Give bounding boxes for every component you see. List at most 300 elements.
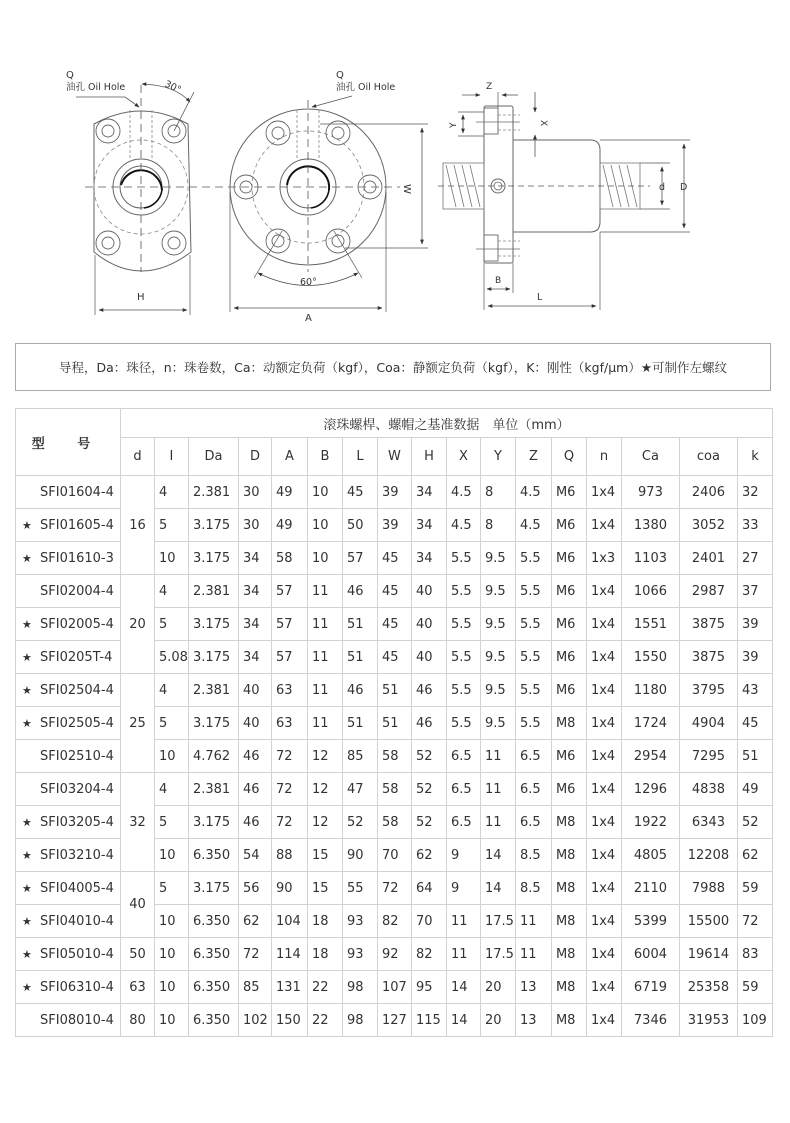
- cell-z: 6.5: [515, 740, 551, 773]
- cell-w: 45: [377, 641, 411, 674]
- dim-w-label: W: [401, 184, 412, 194]
- cell-ca: 1550: [621, 641, 679, 674]
- cell-i: 10: [155, 938, 189, 971]
- cell-z: 6.5: [515, 773, 551, 806]
- left-thread-star-icon: ★: [22, 815, 32, 829]
- cell-coa: 2987: [679, 575, 737, 608]
- model-number: SFI04005-4: [40, 880, 114, 896]
- model-number: SFI01604-4: [40, 484, 114, 500]
- cell-h: 34: [411, 476, 446, 509]
- cell-x: 5.5: [446, 641, 480, 674]
- cell-a: 63: [271, 707, 307, 740]
- cell-y: 14: [480, 839, 515, 872]
- cell-da: 2.381: [188, 773, 238, 806]
- cell-coa: 2401: [679, 542, 737, 575]
- column-header-i: I: [155, 438, 189, 476]
- model-cell: [16, 641, 121, 674]
- cell-q: M8: [551, 707, 586, 740]
- cell-y: 20: [480, 971, 515, 1004]
- model-number: SFI0205T-4: [40, 649, 113, 665]
- model-number: SFI08010-4: [40, 1012, 114, 1028]
- cell-d: 40: [238, 674, 271, 707]
- model-number: SFI02504-4: [40, 682, 114, 698]
- cell-y: 9.5: [480, 641, 515, 674]
- cell-k: 32: [737, 476, 772, 509]
- cell-d: 30: [238, 476, 271, 509]
- dim-a-label: A: [305, 313, 312, 324]
- oil-hole-label-center: 油孔 Oil Hole: [336, 82, 396, 93]
- cell-w: 58: [377, 740, 411, 773]
- cell-i: 10: [155, 1004, 189, 1037]
- cell-coa: 7295: [679, 740, 737, 773]
- cell-da: 2.381: [188, 476, 238, 509]
- cell-ca: 7346: [621, 1004, 679, 1037]
- cell-q: M6: [551, 509, 586, 542]
- dim-z-label: Z: [486, 82, 493, 92]
- cell-x: 11: [446, 938, 480, 971]
- cell-q: M8: [551, 806, 586, 839]
- cell-k: 49: [737, 773, 772, 806]
- cell-i: 4: [155, 575, 189, 608]
- cell-z: 5.5: [515, 641, 551, 674]
- cell-a: 114: [271, 938, 307, 971]
- cell-d: 34: [238, 542, 271, 575]
- column-header-ca: Ca: [621, 438, 679, 476]
- cell-h: 40: [411, 608, 446, 641]
- model-number: SFI02510-4: [40, 748, 114, 764]
- cell-k: 62: [737, 839, 772, 872]
- column-header-n: n: [586, 438, 621, 476]
- cell-q: M6: [551, 641, 586, 674]
- cell-z: 5.5: [515, 542, 551, 575]
- cell-i: 5: [155, 509, 189, 542]
- cell-b: 11: [307, 575, 342, 608]
- cell-w: 45: [377, 542, 411, 575]
- cell-l: 47: [342, 773, 377, 806]
- cell-h: 34: [411, 542, 446, 575]
- cell-l: 51: [342, 608, 377, 641]
- cell-a: 57: [271, 575, 307, 608]
- cell-i: 10: [155, 542, 189, 575]
- cell-l: 90: [342, 839, 377, 872]
- abbreviation-legend: [15, 343, 771, 391]
- cell-da: 4.762: [188, 740, 238, 773]
- left-thread-star-icon: ★: [22, 617, 32, 631]
- cell-q: M8: [551, 938, 586, 971]
- column-header-h: H: [411, 438, 446, 476]
- cell-h: 40: [411, 641, 446, 674]
- cell-i: 10: [155, 839, 189, 872]
- cell-coa: 3875: [679, 641, 737, 674]
- cell-x: 5.5: [446, 608, 480, 641]
- cell-x: 4.5: [446, 509, 480, 542]
- cell-q: M6: [551, 773, 586, 806]
- model-number: SFI05010-4: [40, 946, 114, 962]
- table-row: [16, 575, 773, 608]
- cell-n: 1x4: [586, 608, 621, 641]
- cell-a: 49: [271, 509, 307, 542]
- cell-n: 1x4: [586, 872, 621, 905]
- table-row: [16, 674, 773, 707]
- cell-h: 40: [411, 575, 446, 608]
- cell-y: 9.5: [480, 542, 515, 575]
- model-cell: [16, 608, 121, 641]
- cell-n: 1x4: [586, 476, 621, 509]
- column-header-l: L: [342, 438, 377, 476]
- cell-n: 1x4: [586, 509, 621, 542]
- cell-da: 2.381: [188, 575, 238, 608]
- shaft-diameter-cell: 50: [121, 938, 155, 971]
- model-cell: [16, 509, 121, 542]
- cell-b: 18: [307, 938, 342, 971]
- side-view: [438, 82, 690, 310]
- cell-b: 11: [307, 608, 342, 641]
- shaft-diameter-cell: 16: [121, 476, 155, 575]
- cell-z: 5.5: [515, 707, 551, 740]
- cell-k: 59: [737, 971, 772, 1004]
- cell-l: 55: [342, 872, 377, 905]
- cell-da: 2.381: [188, 674, 238, 707]
- model-number: SFI03205-4: [40, 814, 114, 830]
- model-number: SFI02005-4: [40, 616, 114, 632]
- cell-n: 1x4: [586, 806, 621, 839]
- cell-da: 3.175: [188, 806, 238, 839]
- cell-h: 34: [411, 509, 446, 542]
- table-row: [16, 773, 773, 806]
- cell-i: 5: [155, 608, 189, 641]
- cell-ca: 1066: [621, 575, 679, 608]
- cell-w: 58: [377, 773, 411, 806]
- oil-hole-q-label-left: Q: [66, 70, 74, 81]
- cell-n: 1x4: [586, 740, 621, 773]
- cell-z: 13: [515, 1004, 551, 1037]
- column-header-z: Z: [515, 438, 551, 476]
- cell-x: 6.5: [446, 806, 480, 839]
- cell-l: 50: [342, 509, 377, 542]
- cell-d: 30: [238, 509, 271, 542]
- cell-z: 11: [515, 938, 551, 971]
- model-cell: [16, 575, 121, 608]
- oil-hole-q-label-center: Q: [336, 70, 344, 81]
- model-cell: [16, 773, 121, 806]
- cell-y: 8: [480, 476, 515, 509]
- cell-b: 22: [307, 971, 342, 1004]
- group-header-cell: [121, 409, 773, 438]
- cell-da: 3.175: [188, 542, 238, 575]
- cell-l: 46: [342, 674, 377, 707]
- model-number: SFI01605-4: [40, 517, 114, 533]
- cell-a: 104: [271, 905, 307, 938]
- cell-w: 70: [377, 839, 411, 872]
- cell-z: 6.5: [515, 806, 551, 839]
- cell-b: 10: [307, 476, 342, 509]
- cell-q: M8: [551, 872, 586, 905]
- cell-h: 95: [411, 971, 446, 1004]
- cell-ca: 5399: [621, 905, 679, 938]
- cell-k: 59: [737, 872, 772, 905]
- left-thread-star-icon: ★: [22, 716, 32, 730]
- cell-d: 54: [238, 839, 271, 872]
- dim-d-large-label: D: [680, 182, 688, 193]
- model-header: 型 号: [31, 436, 105, 452]
- left-thread-star-icon: ★: [22, 551, 32, 565]
- cell-l: 93: [342, 938, 377, 971]
- column-header-y: Y: [480, 438, 515, 476]
- cell-h: 62: [411, 839, 446, 872]
- left-thread-star-icon: ★: [22, 650, 32, 664]
- cell-w: 127: [377, 1004, 411, 1037]
- cell-ca: 1103: [621, 542, 679, 575]
- cell-w: 51: [377, 707, 411, 740]
- cell-y: 11: [480, 740, 515, 773]
- cell-h: 82: [411, 938, 446, 971]
- cell-a: 58: [271, 542, 307, 575]
- cell-z: 8.5: [515, 872, 551, 905]
- cell-ca: 4805: [621, 839, 679, 872]
- cell-a: 57: [271, 641, 307, 674]
- cell-y: 8: [480, 509, 515, 542]
- cell-d: 34: [238, 608, 271, 641]
- cell-a: 88: [271, 839, 307, 872]
- cell-l: 46: [342, 575, 377, 608]
- cell-y: 9.5: [480, 575, 515, 608]
- cell-i: 10: [155, 905, 189, 938]
- cell-b: 22: [307, 1004, 342, 1037]
- cell-coa: 25358: [679, 971, 737, 1004]
- column-header-w: W: [377, 438, 411, 476]
- cell-b: 10: [307, 509, 342, 542]
- cell-x: 5.5: [446, 707, 480, 740]
- cell-y: 11: [480, 806, 515, 839]
- cell-a: 72: [271, 806, 307, 839]
- cell-w: 45: [377, 608, 411, 641]
- cell-q: M6: [551, 575, 586, 608]
- left-thread-star-icon: ★: [22, 848, 32, 862]
- cell-ca: 6004: [621, 938, 679, 971]
- cell-ca: 1551: [621, 608, 679, 641]
- model-cell: [16, 1004, 121, 1037]
- shaft-diameter-cell: 32: [121, 773, 155, 872]
- model-cell: [16, 971, 121, 1004]
- model-number: SFI01610-3: [40, 550, 114, 566]
- cell-da: 6.350: [188, 1004, 238, 1037]
- column-header-k: k: [737, 438, 772, 476]
- cell-l: 51: [342, 641, 377, 674]
- column-header-x: X: [446, 438, 480, 476]
- cell-ca: 6719: [621, 971, 679, 1004]
- model-number: SFI04010-4: [40, 913, 114, 929]
- cell-coa: 4838: [679, 773, 737, 806]
- cell-ca: 1296: [621, 773, 679, 806]
- cell-k: 27: [737, 542, 772, 575]
- cell-x: 11: [446, 905, 480, 938]
- cell-d: 62: [238, 905, 271, 938]
- cell-d: 40: [238, 707, 271, 740]
- cell-h: 46: [411, 707, 446, 740]
- cell-q: M6: [551, 740, 586, 773]
- model-number: SFI02505-4: [40, 715, 114, 731]
- cell-da: 6.350: [188, 905, 238, 938]
- cell-x: 9: [446, 839, 480, 872]
- cell-a: 57: [271, 608, 307, 641]
- dim-d-small-label: d: [659, 182, 666, 193]
- cell-q: M8: [551, 1004, 586, 1037]
- cell-b: 15: [307, 839, 342, 872]
- cell-i: 4: [155, 773, 189, 806]
- table-row: [16, 1004, 773, 1037]
- cell-coa: 4904: [679, 707, 737, 740]
- model-number: SFI06310-4: [40, 979, 114, 995]
- shaft-diameter-cell: 63: [121, 971, 155, 1004]
- cell-b: 11: [307, 674, 342, 707]
- column-header-coa: coa: [679, 438, 737, 476]
- cell-x: 6.5: [446, 740, 480, 773]
- shaft-diameter-cell: 80: [121, 1004, 155, 1037]
- cell-d: 34: [238, 575, 271, 608]
- cell-d: 56: [238, 872, 271, 905]
- cell-x: 5.5: [446, 575, 480, 608]
- cell-w: 107: [377, 971, 411, 1004]
- cell-w: 92: [377, 938, 411, 971]
- cell-z: 5.5: [515, 608, 551, 641]
- cell-da: 6.350: [188, 839, 238, 872]
- cell-x: 14: [446, 1004, 480, 1037]
- cell-q: M6: [551, 674, 586, 707]
- cell-coa: 3875: [679, 608, 737, 641]
- cell-a: 131: [271, 971, 307, 1004]
- cell-h: 52: [411, 806, 446, 839]
- cell-z: 4.5: [515, 476, 551, 509]
- cell-l: 98: [342, 971, 377, 1004]
- cell-x: 5.5: [446, 674, 480, 707]
- cell-h: 115: [411, 1004, 446, 1037]
- cell-x: 4.5: [446, 476, 480, 509]
- left-thread-star-icon: ★: [22, 980, 32, 994]
- front-view-cut-flange: [66, 70, 210, 315]
- left-thread-star-icon: ★: [22, 683, 32, 697]
- cell-n: 1x4: [586, 938, 621, 971]
- cell-da: 3.175: [188, 707, 238, 740]
- cell-k: 39: [737, 608, 772, 641]
- cell-k: 33: [737, 509, 772, 542]
- cell-k: 45: [737, 707, 772, 740]
- cell-k: 51: [737, 740, 772, 773]
- cell-ca: 1724: [621, 707, 679, 740]
- cell-k: 39: [737, 641, 772, 674]
- cell-n: 1x4: [586, 707, 621, 740]
- cell-da: 3.175: [188, 509, 238, 542]
- cell-d: 72: [238, 938, 271, 971]
- cell-w: 39: [377, 476, 411, 509]
- angle-30-label: 30°: [162, 78, 183, 96]
- cell-y: 9.5: [480, 608, 515, 641]
- cell-i: 5: [155, 806, 189, 839]
- cell-x: 9: [446, 872, 480, 905]
- cell-coa: 12208: [679, 839, 737, 872]
- model-cell: [16, 740, 121, 773]
- model-cell: [16, 905, 121, 938]
- cell-ca: 1922: [621, 806, 679, 839]
- cell-a: 150: [271, 1004, 307, 1037]
- cell-i: 5: [155, 707, 189, 740]
- cell-n: 1x4: [586, 641, 621, 674]
- cell-coa: 2406: [679, 476, 737, 509]
- front-view-round-flange: [230, 70, 428, 324]
- cell-k: 37: [737, 575, 772, 608]
- cell-h: 52: [411, 773, 446, 806]
- cell-x: 6.5: [446, 773, 480, 806]
- cell-n: 1x4: [586, 773, 621, 806]
- cell-y: 9.5: [480, 674, 515, 707]
- cell-w: 45: [377, 575, 411, 608]
- cell-z: 4.5: [515, 509, 551, 542]
- cell-z: 5.5: [515, 575, 551, 608]
- cell-coa: 31953: [679, 1004, 737, 1037]
- cell-da: 3.175: [188, 608, 238, 641]
- dim-h-label: H: [137, 292, 145, 303]
- cell-a: 90: [271, 872, 307, 905]
- cell-n: 1x4: [586, 905, 621, 938]
- cell-h: 64: [411, 872, 446, 905]
- shaft-diameter-cell: 25: [121, 674, 155, 773]
- model-number: SFI03204-4: [40, 781, 114, 797]
- cell-d: 46: [238, 773, 271, 806]
- cell-coa: 7988: [679, 872, 737, 905]
- cell-b: 10: [307, 542, 342, 575]
- cell-b: 15: [307, 872, 342, 905]
- spec-table: [15, 408, 773, 1037]
- cell-y: 11: [480, 773, 515, 806]
- cell-i: 10: [155, 740, 189, 773]
- cell-d: 85: [238, 971, 271, 1004]
- shaft-diameter-cell: 20: [121, 575, 155, 674]
- cell-l: 98: [342, 1004, 377, 1037]
- group-header: 滚珠螺桿、螺帽之基准数据 单位（mm）: [323, 417, 570, 433]
- dim-l-label: L: [537, 292, 543, 303]
- model-number: SFI02004-4: [40, 583, 114, 599]
- cell-ca: 2954: [621, 740, 679, 773]
- cell-n: 1x3: [586, 542, 621, 575]
- column-header-d: d: [121, 438, 155, 476]
- cell-da: 3.175: [188, 641, 238, 674]
- dim-y-label: Y: [449, 122, 459, 128]
- cell-da: 3.175: [188, 872, 238, 905]
- legend-text: 导程，Da：珠径，n：珠卷数，Ca：动额定负荷（kgf），Coa：静额定负荷（kgf），K：刚性（kgf/μm）★可制作左螺纹: [58, 360, 728, 375]
- cell-x: 14: [446, 971, 480, 1004]
- cell-coa: 3052: [679, 509, 737, 542]
- table-row: [16, 971, 773, 1004]
- cell-d: 102: [238, 1004, 271, 1037]
- cell-l: 45: [342, 476, 377, 509]
- cell-coa: 3795: [679, 674, 737, 707]
- model-cell: [16, 707, 121, 740]
- cell-b: 11: [307, 641, 342, 674]
- cell-z: 13: [515, 971, 551, 1004]
- cell-coa: 19614: [679, 938, 737, 971]
- cell-k: 43: [737, 674, 772, 707]
- cell-i: 4: [155, 674, 189, 707]
- oil-hole-label-left: 油孔 Oil Hole: [66, 82, 126, 93]
- cell-q: M8: [551, 971, 586, 1004]
- cell-l: 52: [342, 806, 377, 839]
- column-header-d: D: [238, 438, 271, 476]
- model-cell: [16, 476, 121, 509]
- cell-i: 4: [155, 476, 189, 509]
- cell-w: 39: [377, 509, 411, 542]
- cell-z: 11: [515, 905, 551, 938]
- column-header-da: Da: [188, 438, 238, 476]
- model-cell: [16, 806, 121, 839]
